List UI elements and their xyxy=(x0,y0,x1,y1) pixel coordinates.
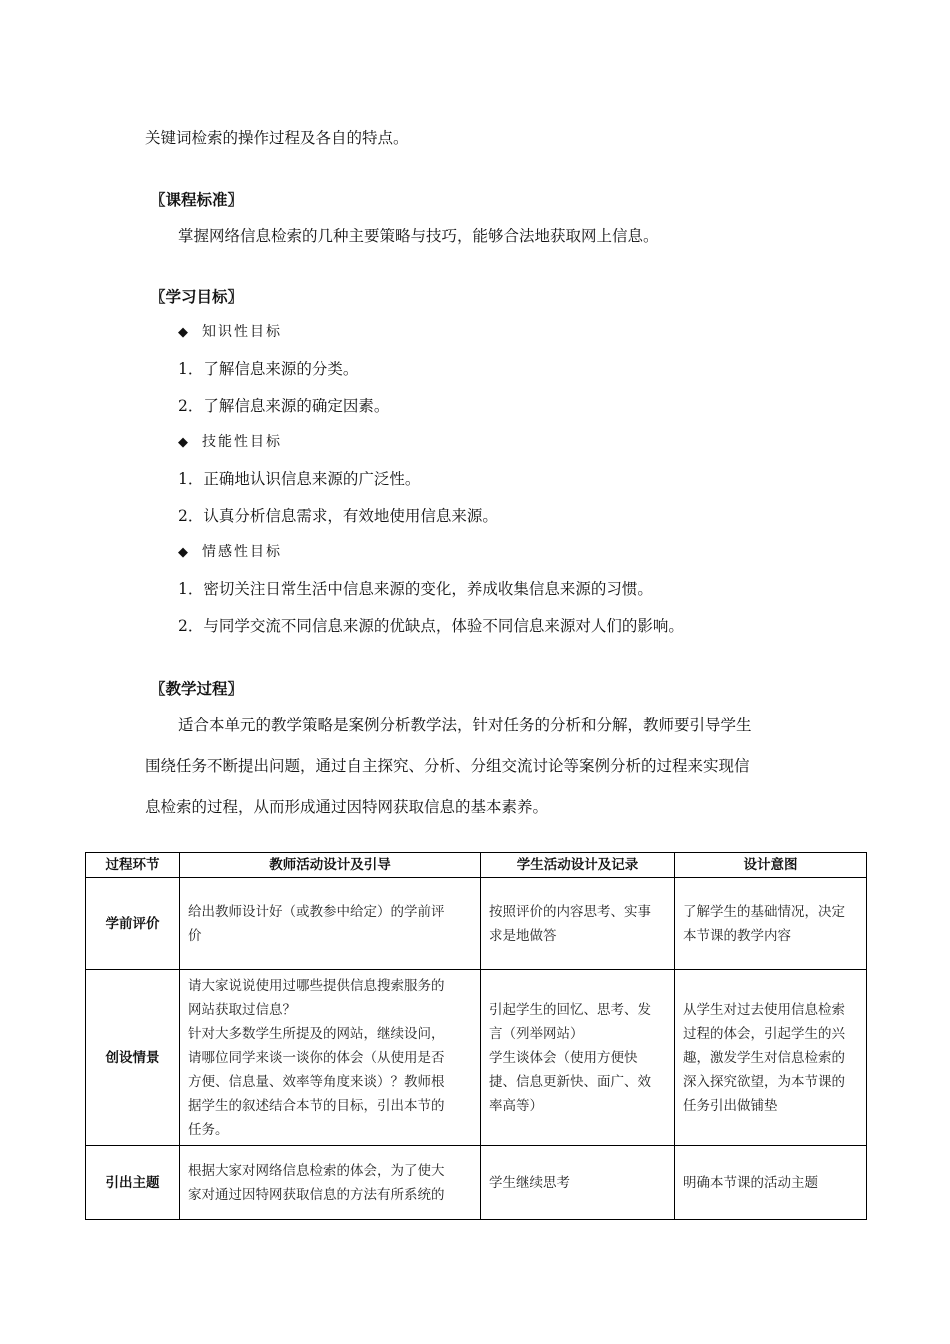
teacher-cell xyxy=(180,1146,481,1220)
goal-group-knowledge xyxy=(178,321,282,341)
student-cell xyxy=(481,970,675,1146)
learning-goals-heading: 〖学习目标〗 xyxy=(150,287,244,306)
teaching-process-para-line: 围绕任务不断提出问题，通过自主探究、分析、分组交流讨论等案例分析的过程来实现信 xyxy=(145,757,750,775)
diamond-bullet-icon: ◆ xyxy=(178,545,190,560)
table-header-cell: 过程环节 xyxy=(86,853,180,878)
intro-line: 关键词检索的操作过程及各自的特点。 xyxy=(145,129,409,147)
cell-line: 根据大家对网络信息检索的体会，为了使大 xyxy=(188,1162,445,1179)
stage-cell: 学前评价 xyxy=(86,878,180,970)
cell-line: 方便、信息量、效率等角度来谈）？教师根 xyxy=(188,1073,445,1090)
student-cell xyxy=(481,1146,675,1220)
cell-line: 本节课的教学内容 xyxy=(683,927,791,944)
stage-cell: 创设情景 xyxy=(86,970,180,1146)
cell-line: 从学生对过去使用信息检索 xyxy=(683,1001,845,1018)
cell-line: 请大家说说使用过哪些提供信息搜索服务的 xyxy=(188,977,445,994)
teaching-process-para-line: 适合本单元的教学策略是案例分析教学法，针对任务的分析和分解，教师要引导学生 xyxy=(178,716,752,734)
goal-item: 1．了解信息来源的分类。 xyxy=(178,360,359,378)
table-header-row xyxy=(86,853,867,878)
diamond-bullet-icon: ◆ xyxy=(178,435,190,450)
intent-cell xyxy=(675,1146,867,1220)
cell-line: 针对大多数学生所提及的网站，继续设问， xyxy=(188,1025,445,1042)
goal-item: 1．密切关注日常生活中信息来源的变化，养成收集信息来源的习惯。 xyxy=(178,580,653,598)
student-cell xyxy=(481,878,675,970)
course-standard-heading: 〖课程标准〗 xyxy=(150,190,244,209)
table-header-cell: 学生活动设计及记录 xyxy=(481,853,675,878)
cell-line: 给出教师设计好（或教参中给定）的学前评 xyxy=(188,903,445,920)
cell-line: 任务引出做铺垫 xyxy=(683,1097,778,1114)
intent-cell xyxy=(675,970,867,1146)
goal-group-emotion xyxy=(178,541,282,561)
cell-line: 家对通过因特网获取信息的方法有所系统的 xyxy=(188,1186,445,1203)
cell-line: 任务。 xyxy=(188,1121,229,1138)
teacher-cell xyxy=(180,970,481,1146)
stage-cell: 引出主题 xyxy=(86,1146,180,1220)
cell-line: 深入探究欲望，为本节课的 xyxy=(683,1073,845,1090)
cell-line: 引起学生的回忆、思考、发 xyxy=(489,1001,651,1018)
goal-group-title: 情感性目标 xyxy=(202,544,282,560)
cell-line: 请哪位同学来谈一谈你的体会（从使用是否 xyxy=(188,1049,445,1066)
diamond-bullet-icon: ◆ xyxy=(178,325,190,340)
goal-group-title: 技能性目标 xyxy=(202,434,282,450)
cell-line: 率高等） xyxy=(489,1097,543,1114)
teaching-process-heading: 〖教学过程〗 xyxy=(150,679,244,698)
cell-line: 按照评价的内容思考、实事 xyxy=(489,903,651,920)
cell-line: 求是地做答 xyxy=(489,927,557,944)
table-row xyxy=(86,1146,867,1220)
goal-item: 2．与同学交流不同信息来源的优缺点，体验不同信息来源对人们的影响。 xyxy=(178,617,684,635)
table-row xyxy=(86,878,867,970)
cell-line: 价 xyxy=(188,927,202,944)
process-table xyxy=(85,852,867,1220)
cell-line: 趣，激发学生对信息检索的 xyxy=(683,1049,845,1066)
cell-line: 明确本节课的活动主题 xyxy=(683,1174,818,1191)
goal-item: 2．认真分析信息需求，有效地使用信息来源。 xyxy=(178,507,498,525)
cell-line: 网站获取过信息？ xyxy=(188,1001,296,1018)
cell-line: 捷、信息更新快、面广、效 xyxy=(489,1073,651,1090)
cell-line: 学生谈体会（使用方便快 xyxy=(489,1049,638,1066)
cell-line: 学生继续思考 xyxy=(489,1174,570,1191)
goal-group-title: 知识性目标 xyxy=(202,324,282,340)
cell-line: 言（列举网站） xyxy=(489,1025,584,1042)
cell-line: 过程的体会，引起学生的兴 xyxy=(683,1025,845,1042)
goal-item: 1．正确地认识信息来源的广泛性。 xyxy=(178,470,421,488)
goal-group-skill xyxy=(178,431,282,451)
table-header-cell: 教师活动设计及引导 xyxy=(180,853,481,878)
cell-line: 据学生的叙述结合本节的目标，引出本节的 xyxy=(188,1097,445,1114)
table-row xyxy=(86,970,867,1146)
course-standard-text: 掌握网络信息检索的几种主要策略与技巧，能够合法地获取网上信息。 xyxy=(178,227,659,245)
teacher-cell xyxy=(180,878,481,970)
cell-line: 了解学生的基础情况，决定 xyxy=(683,903,845,920)
table-header-cell: 设计意图 xyxy=(675,853,867,878)
goal-item: 2．了解信息来源的确定因素。 xyxy=(178,397,390,415)
teaching-process-para-line: 息检索的过程，从而形成通过因特网获取信息的基本素养。 xyxy=(145,798,549,816)
intent-cell xyxy=(675,878,867,970)
